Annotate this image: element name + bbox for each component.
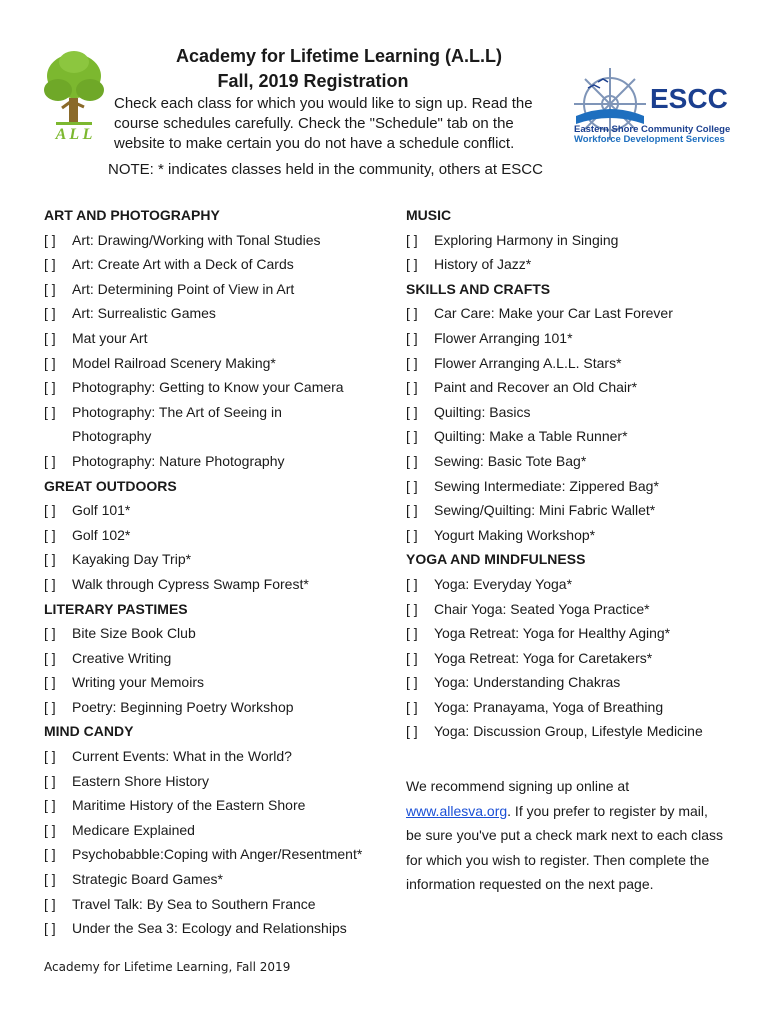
- checkbox[interactable]: [ ]: [44, 625, 56, 642]
- list-item[interactable]: [44, 670, 394, 695]
- list-item[interactable]: [44, 523, 394, 548]
- class-label: Creative Writing: [72, 649, 172, 666]
- list-item[interactable]: [44, 277, 394, 302]
- class-label: Yoga: Discussion Group, Lifestyle Medicine: [434, 723, 703, 740]
- class-label: Bite Size Book Club: [72, 625, 196, 642]
- class-label: Strategic Board Games*: [72, 871, 223, 888]
- class-label-continued: Photography: [72, 428, 152, 445]
- checkbox[interactable]: [ ]: [44, 772, 56, 789]
- class-label: Kayaking Day Trip*: [72, 551, 192, 568]
- checkbox[interactable]: [ ]: [44, 256, 56, 273]
- class-label: Yoga: Pranayama, Yoga of Breathing: [434, 698, 664, 715]
- checkbox[interactable]: [ ]: [44, 871, 56, 888]
- checkbox[interactable]: [ ]: [44, 231, 56, 248]
- all-logo-text: A L L: [55, 126, 93, 143]
- class-label: Sewing/Quilting: Mini Fabric Wallet*: [434, 502, 656, 519]
- list-item[interactable]: [406, 719, 746, 744]
- list-item[interactable]: [44, 621, 394, 646]
- list-item[interactable]: [406, 449, 746, 474]
- checkbox[interactable]: [ ]: [44, 895, 56, 912]
- registration-note: [406, 774, 746, 897]
- list-item[interactable]: [406, 597, 746, 622]
- class-label: Paint and Recover an Old Chair*: [434, 379, 638, 396]
- checkbox[interactable]: [ ]: [44, 920, 56, 937]
- checkbox[interactable]: [ ]: [44, 305, 56, 322]
- class-label: Yoga: Everyday Yoga*: [434, 575, 573, 592]
- list-item[interactable]: [406, 424, 746, 449]
- checkbox[interactable]: [ ]: [44, 354, 56, 371]
- checkbox[interactable]: [ ]: [406, 403, 418, 420]
- class-label: Under the Sea 3: Ecology and Relationships: [72, 920, 347, 937]
- class-label: Art: Create Art with a Deck of Cards: [72, 256, 294, 273]
- list-item[interactable]: [406, 326, 746, 351]
- list-item[interactable]: [44, 228, 394, 253]
- left-column: [44, 203, 394, 941]
- class-label: Flower Arranging 101*: [434, 329, 573, 346]
- checkbox[interactable]: [ ]: [44, 821, 56, 838]
- list-item[interactable]: [44, 793, 394, 818]
- list-item[interactable]: [44, 646, 394, 671]
- checkbox[interactable]: [ ]: [406, 231, 418, 248]
- checkbox[interactable]: [ ]: [44, 748, 56, 765]
- reco-line: information requested on the next page.: [406, 876, 654, 893]
- class-label: Car Care: Make your Car Last Forever: [434, 305, 673, 322]
- section-heading-outdoors: GREAT OUTDOORS: [44, 477, 177, 494]
- checkbox[interactable]: [ ]: [44, 403, 56, 420]
- class-label: Art: Drawing/Working with Tonal Studies: [72, 231, 321, 248]
- checkbox[interactable]: [ ]: [44, 280, 56, 297]
- reco-line: We recommend signing up online at: [406, 778, 630, 794]
- checkbox[interactable]: [ ]: [44, 674, 56, 691]
- class-label: Writing your Memoirs: [72, 674, 204, 691]
- list-item[interactable]: [44, 326, 394, 351]
- checkbox[interactable]: [ ]: [44, 526, 56, 543]
- list-item[interactable]: [44, 695, 394, 720]
- checkbox[interactable]: [ ]: [406, 526, 418, 543]
- reco-line: [406, 799, 746, 824]
- list-item[interactable]: [44, 769, 394, 794]
- list-item[interactable]: [44, 400, 394, 425]
- section-heading-art: ART AND PHOTOGRAPHY: [44, 207, 220, 223]
- list-item[interactable]: [406, 351, 746, 376]
- checkbox[interactable]: [ ]: [406, 477, 418, 494]
- checkbox[interactable]: [ ]: [406, 256, 418, 273]
- list-item[interactable]: [406, 646, 746, 671]
- class-label: Quilting: Basics: [434, 403, 531, 420]
- checkbox[interactable]: [ ]: [44, 575, 56, 592]
- list-item[interactable]: [406, 375, 746, 400]
- class-label: Current Events: What in the World?: [72, 748, 292, 765]
- list-item[interactable]: [406, 400, 746, 425]
- page-subtitle: Fall, 2019 Registration: [217, 71, 409, 91]
- checkbox[interactable]: [ ]: [406, 354, 418, 371]
- list-item[interactable]: [406, 301, 746, 326]
- checkbox[interactable]: [ ]: [44, 649, 56, 666]
- checkbox[interactable]: [ ]: [44, 379, 56, 396]
- class-label: Poetry: Beginning Poetry Workshop: [72, 698, 294, 715]
- class-label: Eastern Shore History: [72, 772, 209, 789]
- class-label: Photography: Getting to Know your Camera: [72, 379, 344, 396]
- class-label: Photography: The Art of Seeing in: [72, 403, 282, 420]
- checkbox[interactable]: [ ]: [406, 452, 418, 469]
- class-label: Photography: Nature Photography: [72, 452, 285, 469]
- section-heading-music: MUSIC: [406, 207, 452, 223]
- checkbox[interactable]: [ ]: [44, 846, 56, 863]
- checkbox[interactable]: [ ]: [44, 329, 56, 346]
- checkbox[interactable]: [ ]: [406, 649, 418, 666]
- list-item[interactable]: [44, 498, 394, 523]
- list-item[interactable]: [44, 252, 394, 277]
- class-label: Yoga: Understanding Chakras: [434, 674, 621, 691]
- page-footer: Academy for Lifetime Learning, Fall 2019: [44, 960, 291, 974]
- checkbox[interactable]: [ ]: [406, 329, 418, 346]
- class-label: Mat your Art: [72, 329, 148, 346]
- list-item[interactable]: [44, 301, 394, 326]
- escc-logo: [570, 64, 731, 145]
- checkbox[interactable]: [ ]: [406, 379, 418, 396]
- class-label: Yogurt Making Workshop*: [434, 526, 596, 543]
- list-item[interactable]: [44, 375, 394, 400]
- checkbox[interactable]: [ ]: [44, 698, 56, 715]
- note-text: NOTE: * indicates classes held in the community, others at ESCC: [108, 161, 543, 178]
- list-item[interactable]: [44, 547, 394, 572]
- class-label: Art: Determining Point of View in Art: [72, 280, 295, 297]
- class-label: Maritime History of the Eastern Shore: [72, 797, 306, 814]
- class-label: Travel Talk: By Sea to Southern France: [72, 895, 316, 912]
- checkbox[interactable]: [ ]: [406, 575, 418, 592]
- website-link[interactable]: www.allesva.org: [406, 802, 508, 819]
- class-label: Art: Surrealistic Games: [72, 305, 216, 322]
- checkbox[interactable]: [ ]: [406, 305, 418, 322]
- list-item[interactable]: [406, 498, 746, 523]
- checkbox[interactable]: [ ]: [44, 797, 56, 814]
- list-item[interactable]: [406, 523, 746, 548]
- class-label: Exploring Harmony in Singing: [434, 231, 619, 248]
- checkbox[interactable]: [ ]: [44, 502, 56, 519]
- checkbox[interactable]: [ ]: [406, 625, 418, 642]
- class-label: Medicare Explained: [72, 821, 195, 838]
- list-item[interactable]: [44, 892, 394, 917]
- checkbox[interactable]: [ ]: [44, 452, 56, 469]
- class-label: Flower Arranging A.L.L. Stars*: [434, 354, 622, 371]
- list-item[interactable]: [406, 228, 746, 253]
- list-item[interactable]: [44, 867, 394, 892]
- class-label: Psychobabble:Coping with Anger/Resentment*: [72, 846, 363, 863]
- section-heading-yoga: YOGA AND MINDFULNESS: [406, 551, 586, 568]
- list-item[interactable]: [44, 449, 394, 474]
- section-heading-skills: SKILLS AND CRAFTS: [406, 280, 551, 297]
- checkbox[interactable]: [ ]: [406, 502, 418, 519]
- class-label: Model Railroad Scenery Making*: [72, 354, 276, 371]
- escc-line1: Eastern Shore Community College: [574, 124, 731, 135]
- list-item[interactable]: [44, 351, 394, 376]
- class-label: Sewing Intermediate: Zippered Bag*: [434, 477, 659, 494]
- class-label: Yoga Retreat: Yoga for Healthy Aging*: [434, 625, 671, 642]
- class-label: Walk through Cypress Swamp Forest*: [72, 575, 309, 592]
- tree-icon: [44, 51, 104, 125]
- reco-line: be sure you've put a check mark next to each class: [406, 827, 724, 844]
- list-item[interactable]: [44, 572, 394, 597]
- section-heading-mind-candy: MIND CANDY: [44, 723, 134, 740]
- list-item[interactable]: [406, 670, 746, 695]
- class-label: History of Jazz*: [434, 256, 532, 273]
- list-item[interactable]: [44, 842, 394, 867]
- intro-text: Check each class for which you would like to sign up. Read the course schedules carefully. Check the "Schedule" tab on the website to make certain you do not have a schedule conflict.: [114, 95, 533, 152]
- checkbox[interactable]: [ ]: [406, 428, 418, 445]
- class-label: Sewing: Basic Tote Bag*: [434, 452, 587, 469]
- checkbox[interactable]: [ ]: [406, 600, 418, 617]
- checkbox[interactable]: [ ]: [406, 674, 418, 691]
- list-item[interactable]: [406, 621, 746, 646]
- list-item[interactable]: [406, 695, 746, 720]
- checkbox[interactable]: [ ]: [406, 723, 418, 740]
- list-item[interactable]: [406, 474, 746, 499]
- list-item[interactable]: [406, 252, 746, 277]
- checkbox[interactable]: [ ]: [406, 698, 418, 715]
- list-item[interactable]: [44, 744, 394, 769]
- page-title: Academy for Lifetime Learning (A.L.L): [175, 46, 503, 66]
- checkbox[interactable]: [ ]: [44, 551, 56, 568]
- all-logo: [42, 50, 106, 142]
- section-heading-literary: LITERARY PASTIMES: [44, 600, 188, 617]
- right-column: [406, 203, 746, 744]
- class-label: Yoga Retreat: Yoga for Caretakers*: [434, 649, 653, 666]
- class-label: Golf 102*: [72, 526, 131, 543]
- class-label: Chair Yoga: Seated Yoga Practice*: [434, 600, 650, 617]
- reco-line-rest: . If you prefer to register by mail,: [507, 802, 708, 819]
- list-item[interactable]: [406, 572, 746, 597]
- escc-logo-text: ESCC: [650, 83, 728, 114]
- class-label: Golf 101*: [72, 502, 131, 519]
- escc-line2: Workforce Development Services: [574, 134, 725, 145]
- list-item[interactable]: [44, 818, 394, 843]
- class-label: Quilting: Make a Table Runner*: [434, 428, 628, 445]
- reco-line: for which you wish to register. Then complete the: [406, 851, 710, 868]
- list-item[interactable]: [44, 916, 394, 941]
